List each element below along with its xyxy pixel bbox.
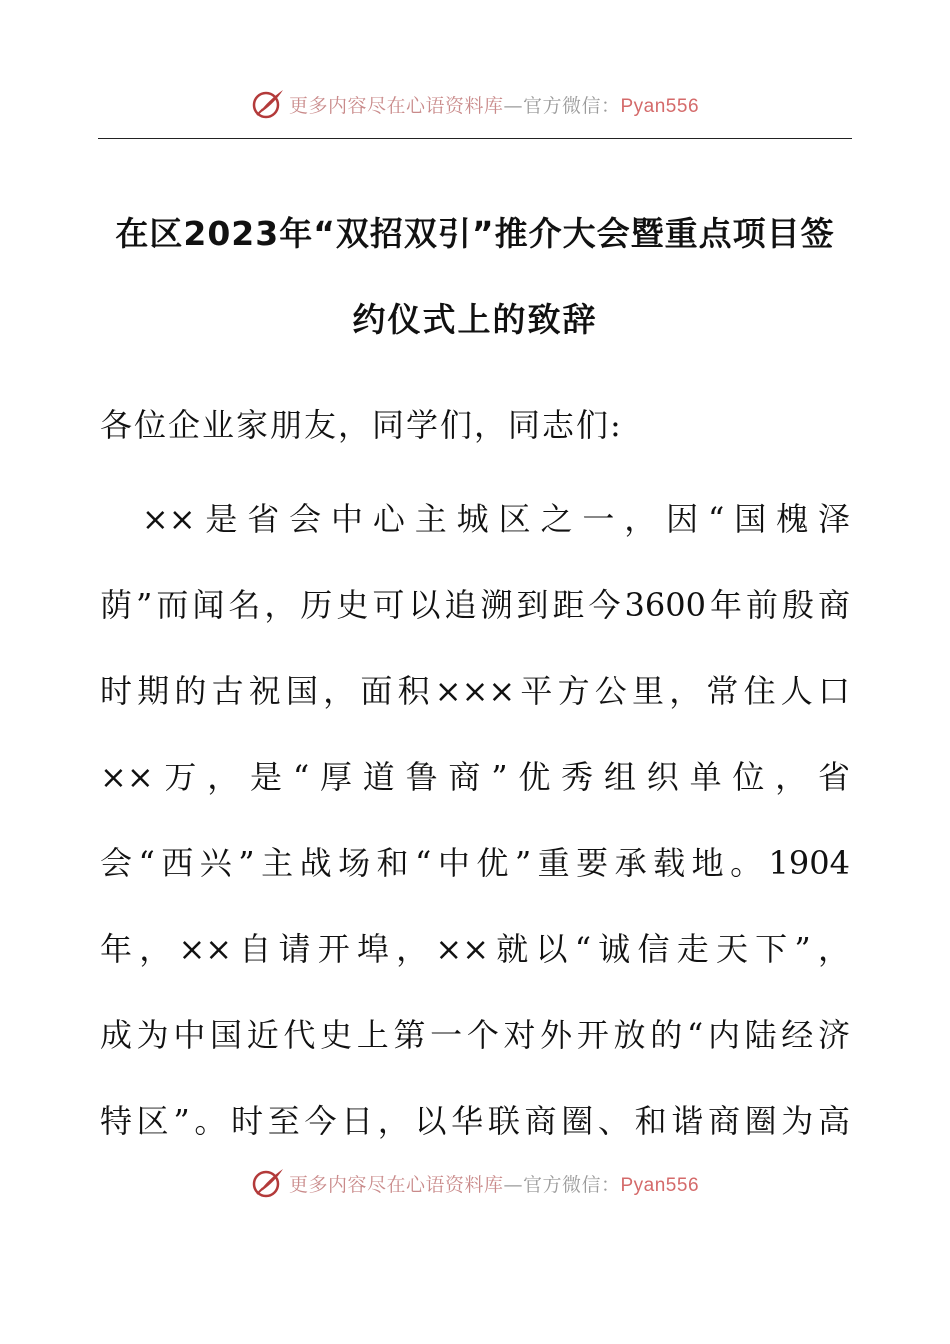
header-banner <box>0 84 950 124</box>
body-line: 荫”而闻名，历史可以追溯到距今3600年前殷商 <box>100 586 850 624</box>
banner-brand: 更多内容尽在心语资料库 <box>288 1173 504 1196</box>
banner-separator: — <box>503 1173 523 1196</box>
quill-logo-icon <box>251 87 285 121</box>
body-line: ××是省会中心主城区之一，因“国槐泽 <box>100 500 850 538</box>
banner-brand: 更多内容尽在心语资料库 <box>288 94 504 117</box>
body-line: 成为中国近代史上第一个对外开放的“内陆经济 <box>100 1016 850 1054</box>
body-line: ××万，是“厚道鲁商”优秀组织单位，省 <box>100 758 850 796</box>
body-line: 特区”。时至今日，以华联商圈、和谐商圈为高 <box>100 1102 850 1140</box>
banner-text <box>289 91 699 118</box>
banner-text <box>289 1170 699 1197</box>
body-line: 时期的古祝国，面积×××平方公里，常住人口 <box>100 672 850 710</box>
body-line: 年，××自请开埠，××就以“诚信走天下”， <box>100 930 850 968</box>
document-title-line-1: 在区2023年“双招双引”推介大会暨重点项目签 <box>115 214 835 253</box>
document-title-line-2: 约仪式上的致辞 <box>352 300 598 339</box>
banner-wechat-label: 官方微信： <box>522 94 621 117</box>
banner-wechat-label: 官方微信： <box>522 1173 621 1196</box>
banner-separator: — <box>503 94 523 117</box>
body-line: 会“西兴”主战场和“中优”重要承载地。1904 <box>100 844 850 882</box>
banner-wechat-id: Pyan556 <box>620 1174 700 1196</box>
header-divider <box>98 138 852 139</box>
salutation: 各位企业家朋友，同学们，同志们: <box>100 406 623 444</box>
banner-wechat-id: Pyan556 <box>620 95 700 117</box>
quill-logo-icon <box>251 1166 285 1200</box>
footer-banner <box>0 1163 950 1203</box>
